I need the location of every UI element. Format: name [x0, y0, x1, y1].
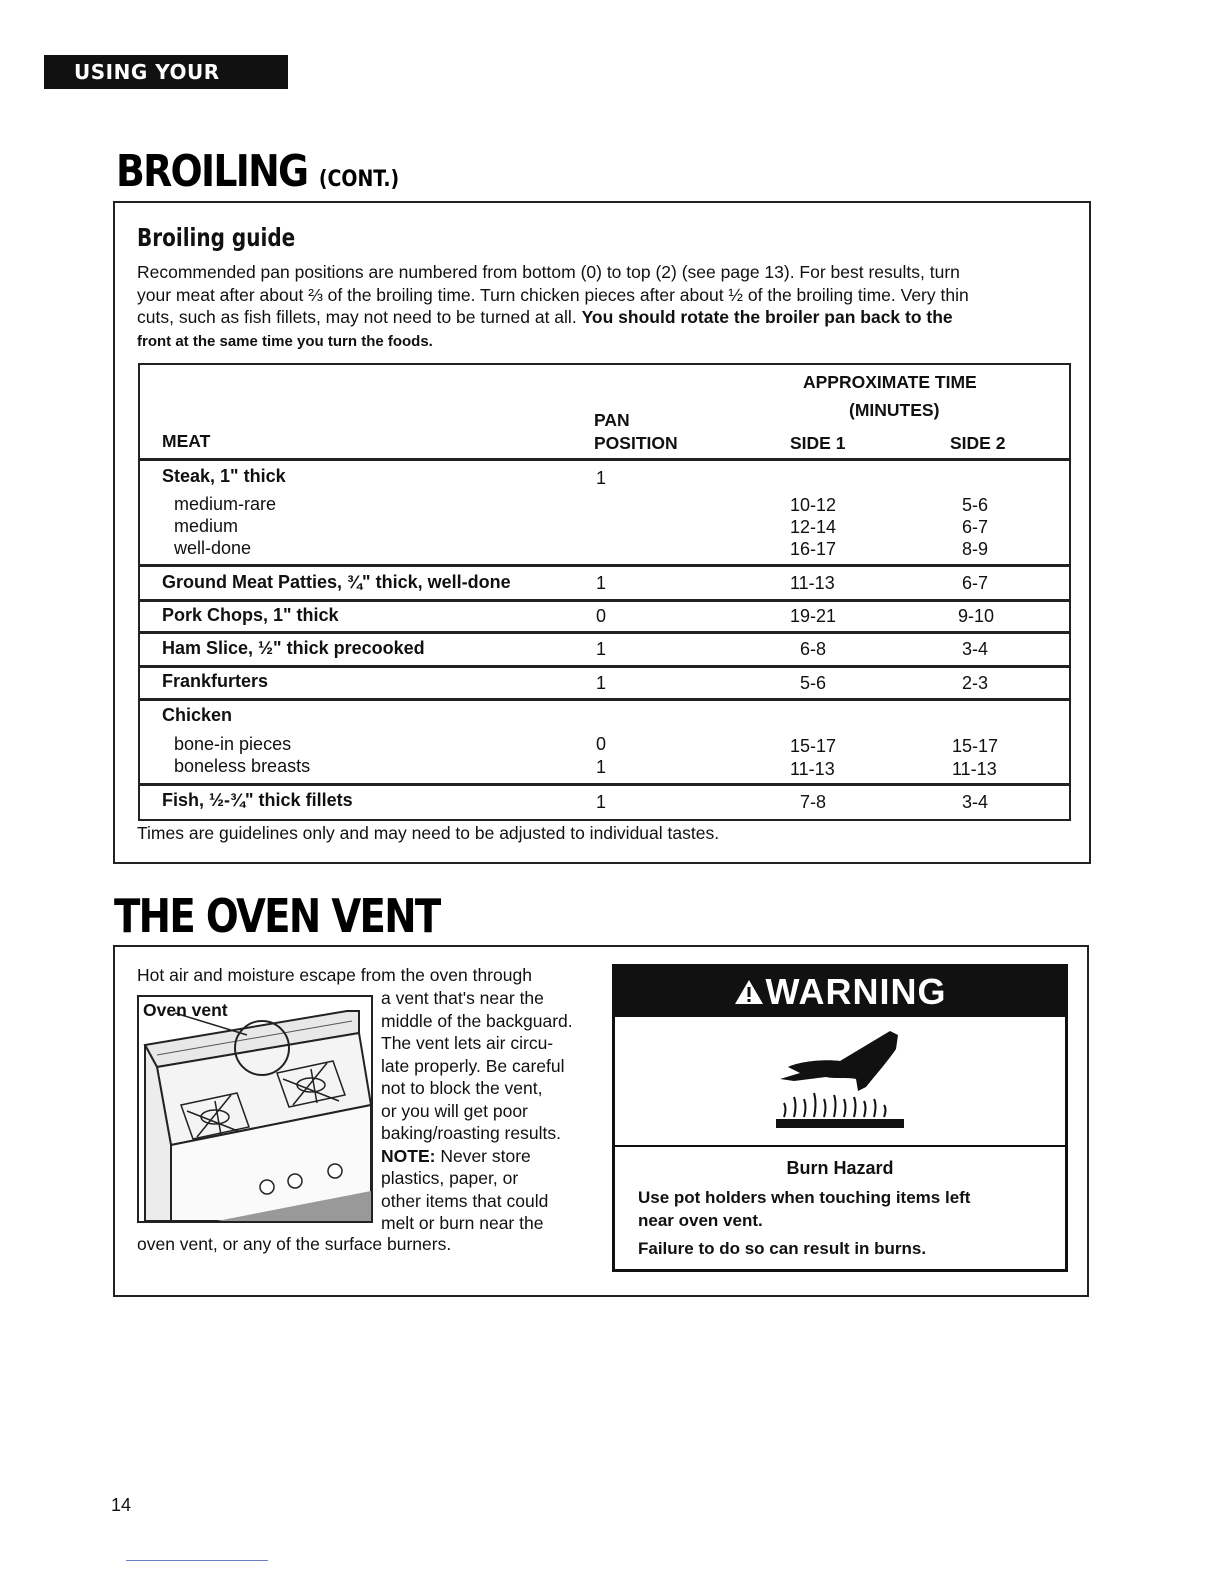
broiling-guide-subtitle: Broiling guide [137, 223, 296, 252]
vent-note-line [381, 1145, 573, 1168]
warning-triangle-icon [734, 978, 764, 1006]
table-divider [140, 665, 1069, 668]
warning-line-2: near oven vent. [638, 1211, 763, 1230]
row-steak-mr-s2: 5-6 [962, 495, 989, 515]
vent-side-line: or you will get poor [381, 1100, 528, 1121]
footer-rule [126, 1560, 268, 1561]
row-steak-mr-s1: 10-12 [790, 495, 837, 515]
intro-line-1: Recommended pan positions are numbered from bottom (0) to top (2) (see page 13). For best results, turn [137, 262, 960, 282]
vent-side-line: baking/roasting results. [381, 1123, 561, 1143]
table-divider [140, 631, 1069, 634]
row-frank-s2: 2-3 [962, 673, 989, 693]
row-patties-meat: Ground Meat Patties, ¾" thick, well-done [162, 572, 511, 592]
broiling-table [138, 363, 1071, 821]
vent-side-line: middle of the backguard. [381, 1010, 573, 1031]
row-patties-s1: 11-13 [790, 573, 835, 593]
vent-note-text: Never store [440, 1145, 531, 1166]
row-chicken-bone-meat: bone-in pieces [174, 734, 292, 754]
section-header-label: USING YOUR RANGE [74, 60, 220, 118]
intro-line-4 [137, 329, 1067, 354]
oven-vent-label: Oven vent [143, 1000, 228, 1020]
row-fish-meat: Fish, ½-¾" thick fillets [162, 790, 353, 810]
row-chicken-breast-meat: boneless breasts [174, 756, 311, 776]
row-chicken-breast-pos: 1 [596, 757, 607, 777]
header-approximate-time: APPROXIMATE TIME [803, 372, 977, 392]
row-chicken-bone-s1: 15-17 [790, 736, 837, 756]
row-pork-s2: 9-10 [958, 606, 995, 626]
row-steak-m-s2: 6-7 [962, 517, 989, 537]
broiling-footnote: Times are guidelines only and may need to be adjusted to individual tastes. [137, 823, 720, 843]
broiling-title [116, 146, 400, 197]
row-ham-s2: 3-4 [962, 639, 989, 659]
vent-side-line: late properly. Be careful [381, 1055, 565, 1076]
warning-line-1: Use pot holders when touching items left [638, 1188, 971, 1207]
row-steak-pos: 1 [596, 468, 607, 488]
row-pork-pos: 0 [596, 606, 607, 626]
row-fish-s2: 3-4 [962, 792, 989, 812]
header-pan: PAN [594, 410, 630, 430]
header-meat: MEAT [162, 431, 211, 451]
row-patties-s2: 6-7 [962, 573, 989, 593]
vent-note-line: melt or burn near the [381, 1213, 544, 1233]
row-chicken-breast-s1: 11-13 [790, 759, 835, 779]
header-position: POSITION [594, 433, 678, 453]
row-steak-m-meat: medium [174, 516, 239, 536]
burn-hazard-title: Burn Hazard [786, 1158, 894, 1178]
vent-last-line: oven vent, or any of the surface burners. [137, 1234, 452, 1254]
intro-line-2: your meat after about ⅔ of the broiling time. Turn chicken pieces after about ½ of the broiling time. Very thin [137, 284, 969, 305]
table-divider [140, 599, 1069, 602]
vent-side-line: The vent lets air circu- [381, 1033, 554, 1053]
row-pork-s1: 19-21 [790, 606, 837, 626]
row-chicken-bone-pos: 0 [596, 734, 607, 754]
vent-side-line: a vent that's near the [381, 988, 544, 1008]
row-chicken-bone-s2: 15-17 [952, 736, 999, 756]
row-ham-pos: 1 [596, 639, 607, 659]
row-steak-wd-meat: well-done [174, 538, 252, 558]
intro-line-3-text: cuts, such as fish fillets, may not need to be turned at all. [137, 307, 577, 327]
row-steak-wd-s2: 8-9 [962, 539, 989, 559]
intro-bold-1: You should rotate the broiler pan back to the [581, 307, 953, 327]
row-frank-pos: 1 [596, 673, 607, 693]
burn-hazard-icon [770, 1027, 910, 1132]
warning-heading [615, 967, 1065, 1017]
warning-divider [615, 1145, 1065, 1147]
intro-line-3 [137, 306, 1067, 329]
broiling-intro [137, 261, 1067, 353]
row-ham-meat: Ham Slice, ½" thick precooked [162, 638, 425, 658]
row-chicken-meat: Chicken [162, 705, 233, 725]
row-steak-m-s1: 12-14 [790, 517, 837, 537]
header-minutes: (MINUTES) [849, 400, 940, 420]
row-fish-pos: 1 [596, 792, 607, 812]
row-frank-meat: Frankfurters [162, 671, 269, 691]
vent-first-line: Hot air and moisture escape from the oven through [137, 965, 532, 985]
oven-vent-title: THE OVEN VENT [114, 889, 440, 943]
broiling-title-suffix: (CONT.) [318, 167, 400, 192]
row-steak-meat: Steak, 1" thick [162, 466, 286, 486]
warning-box [612, 964, 1068, 1272]
row-fish-s1: 7-8 [800, 792, 827, 812]
row-steak-wd-s1: 16-17 [790, 539, 837, 559]
vent-side-text [381, 987, 573, 1235]
table-divider [140, 458, 1069, 461]
row-patties-pos: 1 [596, 573, 607, 593]
row-steak-mr-meat: medium-rare [174, 494, 277, 514]
warning-heading-text: WARNING [765, 971, 947, 1012]
row-frank-s1: 5-6 [800, 673, 827, 693]
row-ham-s1: 6-8 [800, 639, 827, 659]
header-side-2: SIDE 2 [950, 433, 1006, 453]
header-side-1: SIDE 1 [790, 433, 846, 453]
row-chicken-breast-s2: 11-13 [952, 759, 997, 779]
table-divider [140, 564, 1069, 567]
vent-note-line: plastics, paper, or [381, 1168, 519, 1188]
vent-note-line: other items that could [381, 1190, 549, 1211]
warning-line-3: Failure to do so can result in burns. [638, 1239, 927, 1258]
vent-side-line: not to block the vent, [381, 1078, 543, 1098]
table-divider [140, 783, 1069, 786]
page-number: 14 [111, 1495, 132, 1515]
vent-note-label: NOTE: [381, 1145, 436, 1166]
row-pork-meat: Pork Chops, 1" thick [162, 605, 339, 625]
broiling-title-text: BROILING [116, 146, 308, 197]
oven-vent-illustration [137, 995, 373, 1223]
intro-bold-2: front at the same time you turn the foods. [137, 332, 433, 350]
table-divider [140, 698, 1069, 701]
section-header-bar [44, 55, 288, 118]
